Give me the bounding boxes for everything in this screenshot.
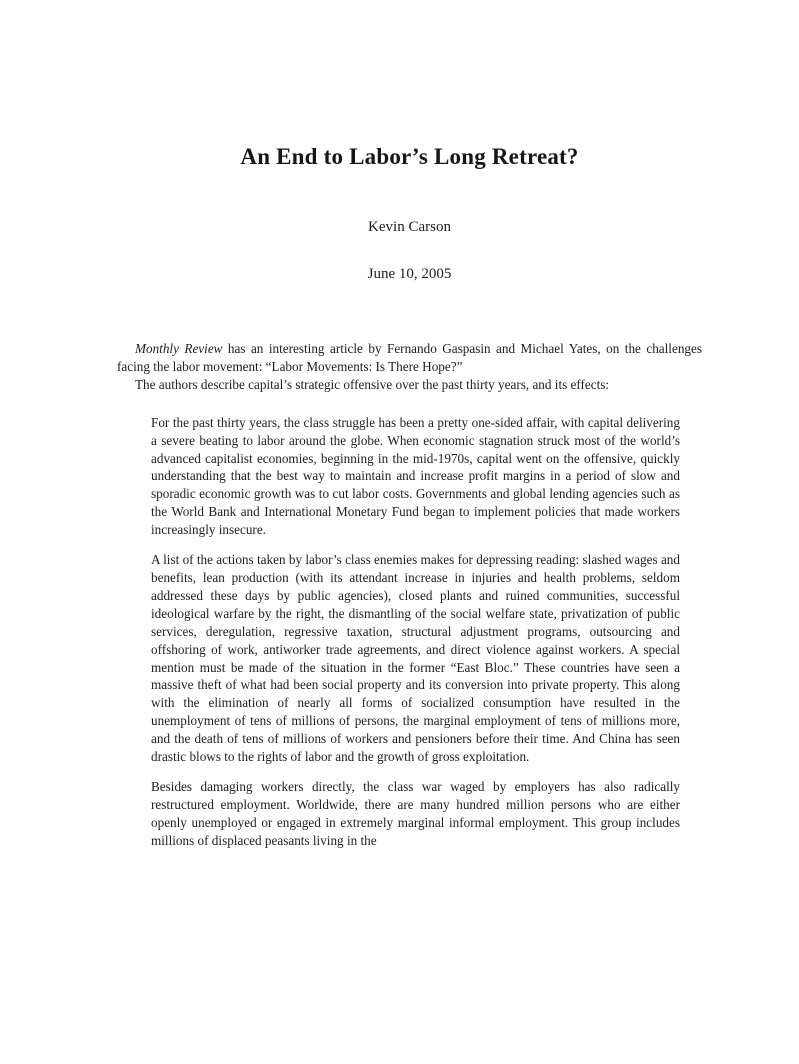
journal-title: Monthly Review bbox=[135, 341, 223, 356]
author-name: Kevin Carson bbox=[368, 219, 451, 235]
intro-paragraph-text: has an interesting article by Fernando Gaspasin and Michael Yates, on the challenges facing the labor movement: “Labor Movements: Is There Hope?” bbox=[117, 341, 702, 374]
quote-paragraph-2: A list of the actions taken by labor’s class enemies makes for depressing reading: slashed wages and benefits, lean production (with its attendant increase in injuries and health problems, seldom addressed these days by public agencies), closed plants and ruined communities, successful ideological warfare by the right, the dismantling of the social welfare state, privatization of public services, deregulation, regressive taxation, structural adjustment programs, outsourcing and offshoring of work, antiworker trade agreements, and direct violence against workers. A special mention must be made of the situation in the former “East Bloc.” These countries have seen a massive theft of what had been social property and its conversion into private property. This along with the elimination of nearly all forms of socialized consumption have resulted in the unemployment of tens of millions of persons, the marginal employment of tens of millions more, and the death of tens of millions of workers and pensioners before their time. And China has seen drastic blows to the rights of labor and the growth of gross exploitation. bbox=[151, 552, 680, 765]
document-title: An End to Labor’s Long Retreat? bbox=[240, 144, 579, 169]
document-content bbox=[117, 0, 702, 850]
quote-paragraph-3: Besides damaging workers directly, the class war waged by employers has also radically restructured employment. Worldwide, there are many hundred million persons who are either openly unemployed or engaged in extremely marginal informal employment. This group includes millions of displaced peasants living in the bbox=[151, 778, 680, 848]
article-body bbox=[117, 340, 702, 850]
block-quote bbox=[151, 414, 680, 850]
lead-in-paragraph: The authors describe capital’s strategic offensive over the past thirty years, and its effects: bbox=[135, 376, 610, 392]
intro-paragraph bbox=[117, 340, 702, 376]
quote-paragraph-1: For the past thirty years, the class struggle has been a pretty one-sided affair, with capital delivering a severe beating to labor around the globe. When economic stagnation struck most of the world’s advanced capitalist economies, beginning in the mid-1970s, capital went on the offensive, quickly understanding that the best way to maintain and increase profit margins in a period of slow and sporadic economic growth was to cut labor costs. Governments and global lending agencies such as the World Bank and International Monetary Fund began to implement policies that made workers increasingly insecure. bbox=[151, 414, 680, 538]
document-date: June 10, 2005 bbox=[367, 266, 452, 282]
